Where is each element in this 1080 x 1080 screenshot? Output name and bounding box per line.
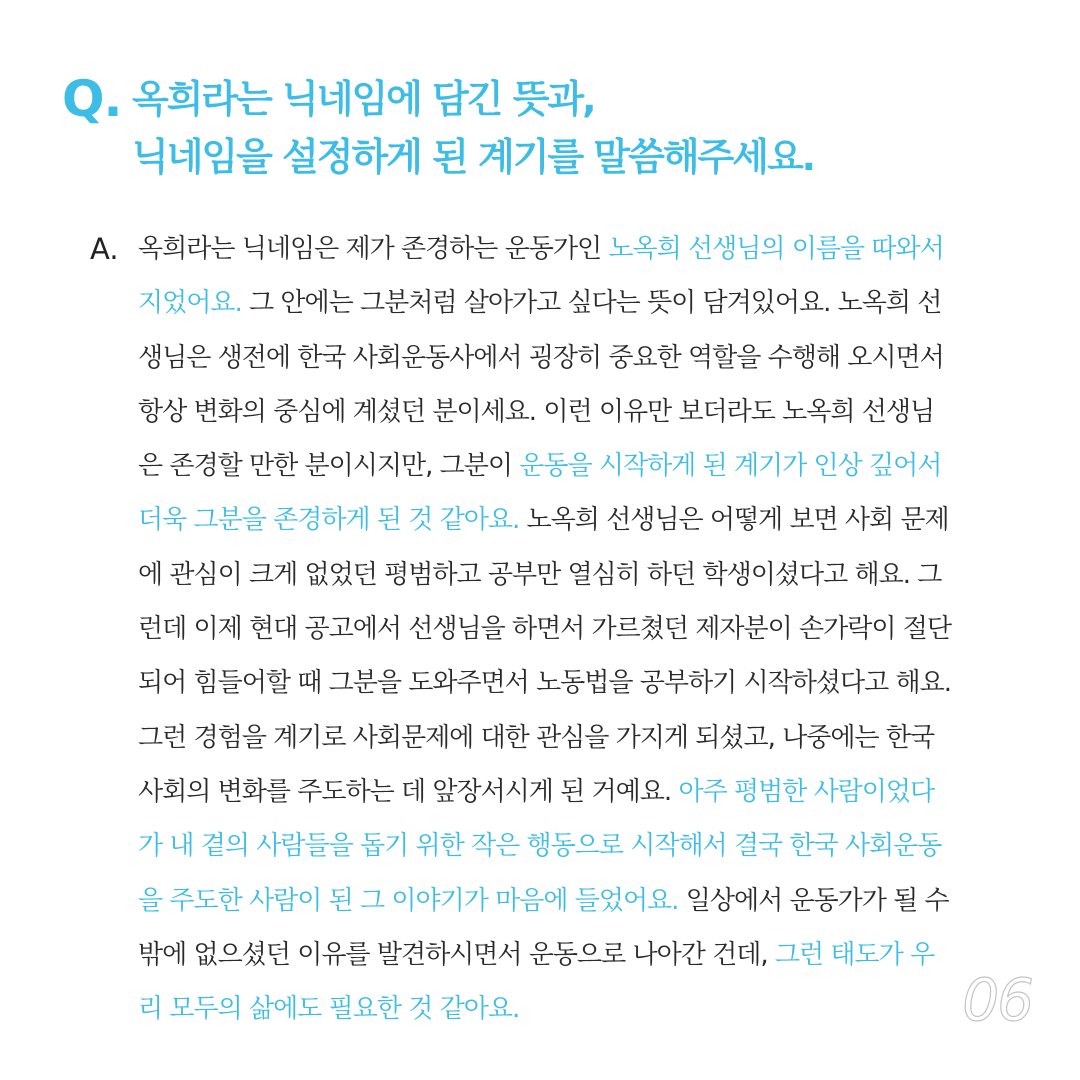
question-line-1: 옥희라는 닉네임에 담긴 뜻과, xyxy=(132,77,595,121)
answer-line xyxy=(138,336,998,390)
body-text: 일상에서 운동가가 될 수 xyxy=(678,885,949,916)
answer-body xyxy=(138,227,998,1041)
question-marker: Q. xyxy=(62,70,122,128)
answer-line xyxy=(138,553,998,607)
answer-line xyxy=(138,390,998,444)
highlighted-text: 노옥희 선생님의 이름을 따와서 xyxy=(608,234,944,264)
body-text: 사회의 변화를 주도하는 데 앞장서시게 된 거예요. xyxy=(138,776,679,807)
body-text: 노옥희 선생님은 어떻게 보면 사회 문제 xyxy=(519,505,949,536)
highlighted-text: 아주 평범한 사람이었다 xyxy=(678,776,935,807)
answer-line xyxy=(138,716,998,770)
highlighted-text: 운동을 시작하게 된 계기가 인상 깊어서 xyxy=(519,451,942,482)
page-number: 06 xyxy=(962,966,1032,1034)
body-text: 항상 변화의 중심에 계셨던 분이세요. 이런 이유만 보더라도 노옥희 선생님 xyxy=(138,396,935,427)
answer-line xyxy=(138,498,998,552)
highlighted-text: 가 내 곁의 사람들을 돕기 위한 작은 행동으로 시작해서 결국 한국 사회운동 xyxy=(138,831,942,862)
question-line-2: 닉네임을 설정하게 된 계기를 말씀해주세요. xyxy=(132,135,815,179)
body-text: 은 존경할 만한 분이시지만, 그분이 xyxy=(138,451,520,482)
answer-line xyxy=(138,661,998,715)
answer-line xyxy=(138,770,998,824)
answer-marker: A. xyxy=(90,232,119,266)
answer-line xyxy=(138,281,998,335)
body-text: 옥희라는 닉네임은 제가 존경하는 운동가인 xyxy=(138,234,609,264)
answer-line xyxy=(138,607,998,661)
body-text: 되어 힘들어할 때 그분을 도와주면서 노동법을 공부하기 시작하셨다고 해요. xyxy=(138,668,951,699)
answer-line xyxy=(138,227,998,281)
highlighted-text: 그런 태도가 우 xyxy=(774,939,935,970)
highlighted-text: 을 주도한 사람이 된 그 이야기가 마음에 들었어요. xyxy=(138,885,679,916)
body-text: 생님은 생전에 한국 사회운동사에서 굉장히 중요한 역할을 수행해 오시면서 xyxy=(138,342,944,373)
highlighted-text: 리 모두의 삶에도 필요한 것 같아요. xyxy=(138,994,520,1025)
body-text: 런데 이제 현대 공고에서 선생님을 하면서 가르쳤던 제자분이 손가락이 절단 xyxy=(138,614,951,645)
body-text: 그런 경험을 계기로 사회문제에 대한 관심을 가지게 되셨고, 나중에는 한국 xyxy=(138,722,935,753)
answer-line xyxy=(138,933,998,987)
answer-line xyxy=(138,879,998,933)
answer-line xyxy=(138,824,998,878)
body-text: 에 관심이 크게 없었던 평범하고 공부만 열심히 하던 학생이셨다고 해요. 그 xyxy=(138,559,942,590)
body-text: 그 안에는 그분처럼 살아가고 싶다는 뜻이 담겨있어요. 노옥희 선 xyxy=(241,288,942,319)
body-text: 밖에 없으셨던 이유를 발견하시면서 운동으로 나아간 건데, xyxy=(138,939,775,970)
highlighted-text: 지었어요. xyxy=(138,288,242,319)
answer-line xyxy=(138,444,998,498)
highlighted-text: 더욱 그분을 존경하게 된 것 같아요. xyxy=(138,505,520,536)
answer-line xyxy=(138,987,998,1041)
